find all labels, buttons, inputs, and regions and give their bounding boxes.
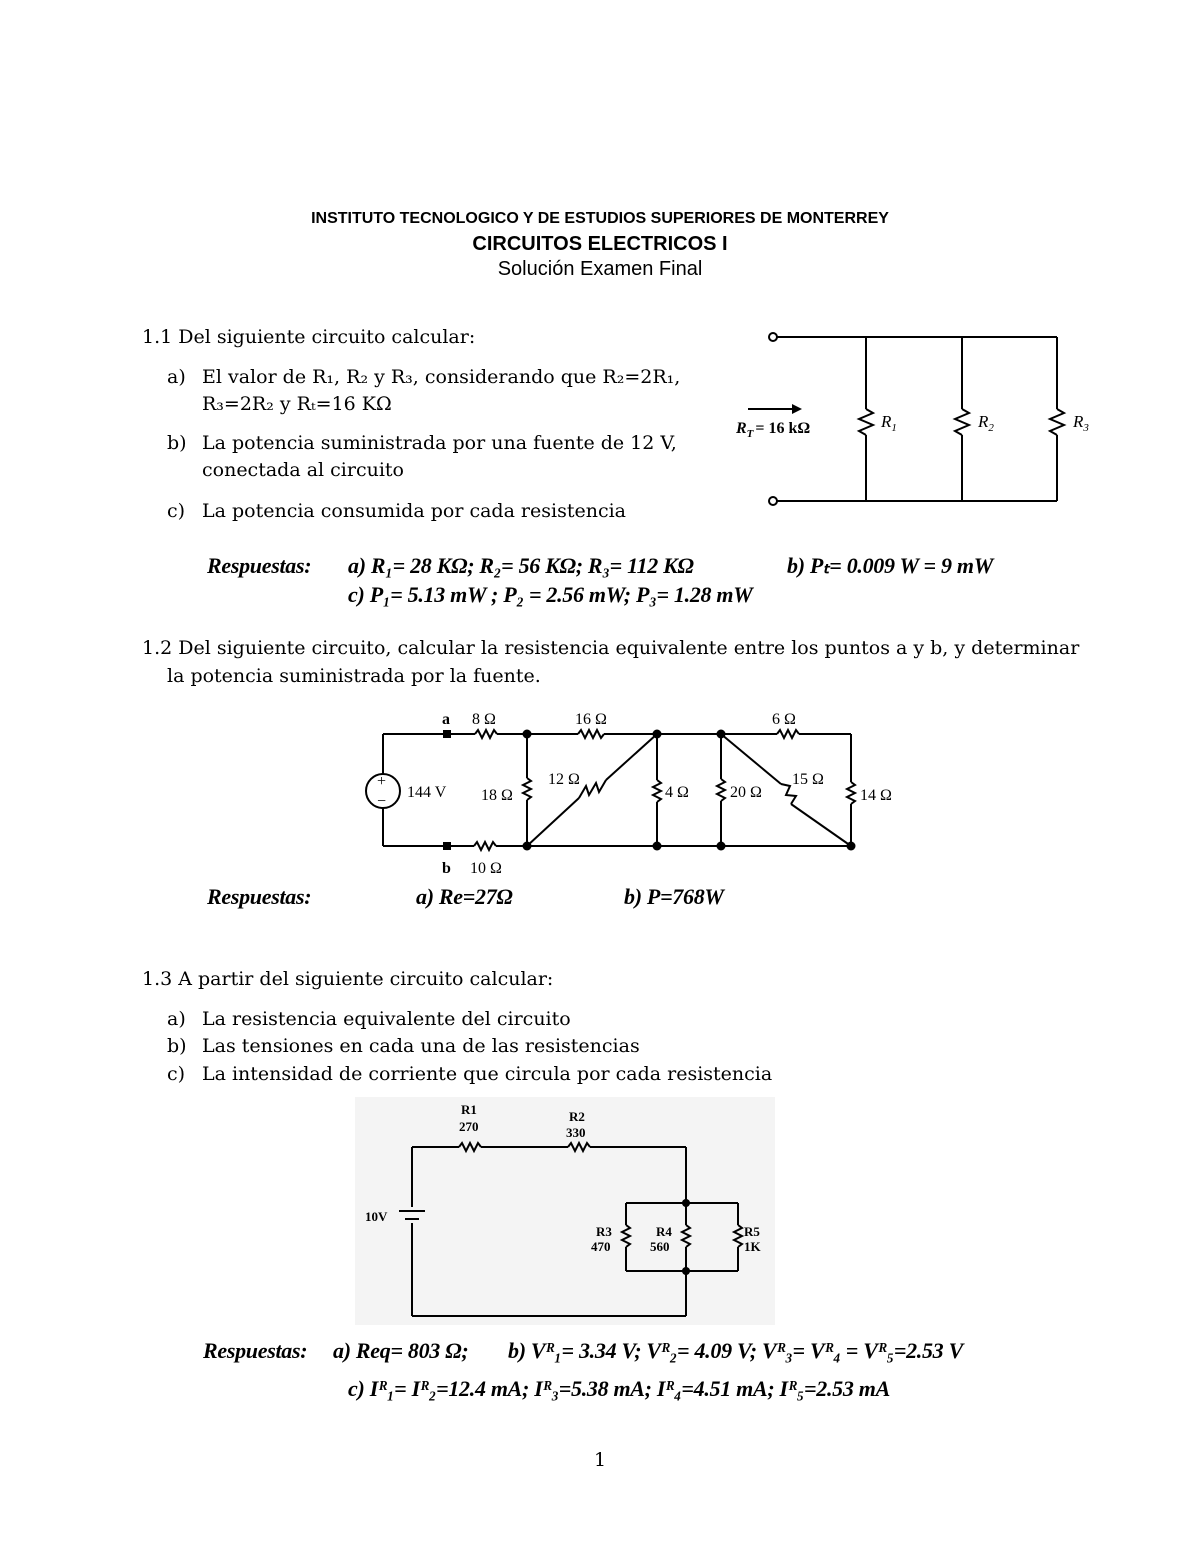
resistor-16	[578, 730, 604, 738]
item-marker: a)	[167, 366, 186, 388]
problem-1-2-line2: la potencia suministrada por la fuente.	[167, 665, 541, 687]
svg-text:R3	[1072, 412, 1089, 434]
r3-name: R3	[596, 1224, 612, 1239]
plus-sign: +	[377, 773, 387, 790]
problem-1-2-answer-a: a) Re=27Ω	[416, 884, 513, 909]
svg-text:R2	[977, 412, 994, 434]
r5-name: R5	[744, 1224, 760, 1239]
problem-1-1-answer-c: c) P₁= 5.13 mW ; P₂ = 2.56 mW; P₃= 1.28 mW	[348, 582, 753, 607]
problem-1-3-answer-c: c) Iᴿ₁= Iᴿ₂=12.4 mA; Iᴿ₃=5.38 mA; Iᴿ₄=4.51 mA; Iᴿ₅=2.53 mA	[348, 1376, 890, 1401]
page-number: 1	[593, 1449, 607, 1471]
resistor-20	[717, 779, 725, 801]
answers-label: Respuestas:	[207, 884, 312, 909]
r16-label: 16 Ω	[575, 711, 607, 728]
rt-value: = 16 kΩ	[755, 420, 811, 437]
problem-1-3-item-c: La intensidad de corriente que circula por cada resistencia	[202, 1063, 773, 1085]
r3-sub: 3	[1083, 422, 1089, 434]
problem-1-1-item-c: La potencia consumida por cada resistencia	[202, 500, 627, 522]
resistor-18	[523, 778, 531, 800]
institution-heading: INSTITUTO TECNOLOGICO Y DE ESTUDIOS SUPERIORES DE MONTERREY	[311, 210, 889, 227]
r4-label: 4 Ω	[665, 784, 689, 801]
resistor-r3	[1050, 409, 1064, 435]
resistor-r2	[955, 409, 969, 435]
item-marker: a)	[167, 1008, 186, 1030]
course-title: CIRCUITOS ELECTRICOS I	[472, 233, 728, 255]
r2-name: R2	[569, 1109, 585, 1124]
r2-label: R	[978, 412, 989, 431]
answers-label: Respuestas:	[203, 1338, 308, 1363]
r1-value: 270	[459, 1119, 479, 1134]
rt-label: R	[736, 420, 747, 437]
r3-value: 470	[591, 1239, 611, 1254]
problem-1-3-answer-b: b) Vᴿ₁= 3.34 V; Vᴿ₂= 4.09 V; Vᴿ₃= Vᴿ₄ = Vᴿ₅=2.53 V	[508, 1338, 963, 1363]
r15-label: 15 Ω	[792, 771, 824, 788]
problem-1-2-line1: 1.2 Del siguiente circuito, calcular la resistencia equivalente entre los puntos a y b, y determinar	[142, 637, 1080, 659]
terminal-b	[443, 842, 451, 850]
ladder-circuit-diagram	[350, 700, 910, 880]
r12-label: 12 Ω	[548, 771, 580, 788]
resistor-4	[653, 780, 661, 802]
answers-label: Respuestas:	[207, 553, 312, 578]
rt-sub: T	[746, 428, 754, 440]
problem-1-3-item-b: Las tensiones en cada una de las resistencias	[202, 1035, 640, 1057]
minus-sign: −	[377, 793, 387, 810]
terminal-top	[769, 333, 777, 341]
terminal-bottom	[769, 497, 777, 505]
r4-name: R4	[656, 1224, 672, 1239]
source-10v-label: 10V	[365, 1209, 388, 1224]
exam-subtitle: Solución Examen Final	[497, 258, 703, 280]
r5-value: 1K	[744, 1239, 761, 1254]
item-marker: b)	[167, 432, 187, 454]
series-parallel-diagram	[355, 1097, 775, 1325]
r1-name: R1	[461, 1102, 477, 1117]
problem-1-1-item-a-line2: R₃=2R₂ y Rₜ=16 KΩ	[202, 393, 392, 415]
problem-1-3-answer-a: a) Req= 803 Ω;	[333, 1338, 469, 1363]
resistor-10	[474, 842, 496, 850]
resistor-12	[579, 780, 606, 798]
problem-1-1-item-b-line2: conectada al circuito	[202, 459, 404, 481]
resistor-6	[777, 730, 799, 738]
r14-label: 14 Ω	[860, 787, 892, 804]
problem-1-1-item-a-line1: El valor de R₁, R₂ y R₃, considerando que R₂=2R₁,	[202, 366, 681, 388]
r10-label: 10 Ω	[470, 860, 502, 877]
arrow-icon	[792, 404, 802, 414]
resistor-14	[847, 782, 855, 804]
r8-label: 8 Ω	[472, 711, 496, 728]
svg-text:RT= 16 kΩ	[735, 420, 810, 440]
r2-value: 330	[566, 1125, 586, 1140]
r2-sub: 2	[988, 422, 994, 434]
problem-1-1-title: 1.1 Del siguiente circuito calcular:	[142, 326, 476, 348]
node-a-label: a	[442, 711, 450, 728]
r1-sub: 1	[891, 422, 897, 434]
problem-1-3-title: 1.3 A partir del siguiente circuito calcular:	[142, 968, 554, 990]
r1-label: R	[881, 412, 892, 431]
r3-label: R	[1073, 412, 1084, 431]
item-marker: b)	[167, 1035, 187, 1057]
resistor-8	[475, 730, 497, 738]
problem-1-1-answer-b: b) Pₜ= 0.009 W = 9 mW	[787, 553, 993, 578]
problem-1-1-item-b-line1: La potencia suministrada por una fuente de 12 V,	[202, 432, 677, 454]
terminal-a	[443, 730, 451, 738]
parallel-resistors-diagram	[730, 325, 1130, 515]
r6-label: 6 Ω	[772, 711, 796, 728]
resistor-r1	[859, 409, 873, 435]
node-b-label: b	[442, 860, 451, 877]
r4-value: 560	[650, 1239, 670, 1254]
problem-1-1-answer-a: a) R₁= 28 KΩ; R₂= 56 KΩ; R₃= 112 KΩ	[348, 553, 694, 578]
r20-label: 20 Ω	[730, 784, 762, 801]
problem-1-3-item-a: La resistencia equivalente del circuito	[202, 1008, 571, 1030]
problem-1-2-answer-b: b) P=768W	[624, 884, 724, 909]
item-marker: c)	[167, 1063, 186, 1085]
source-144v-label: 144 V	[407, 784, 447, 801]
r18-label: 18 Ω	[481, 787, 513, 804]
svg-text:R1	[880, 412, 897, 434]
item-marker: c)	[167, 500, 186, 522]
